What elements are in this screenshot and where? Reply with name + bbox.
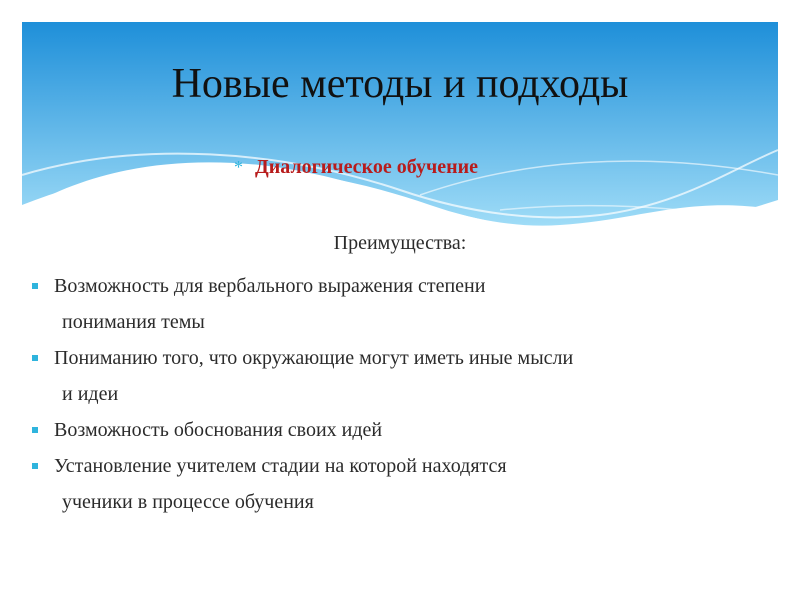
advantages-label: Преимущества: [333,232,467,254]
list-item-continuation: и идеи [62,383,119,405]
square-bullet-icon [32,355,38,361]
list-item-continuation: понимания темы [62,311,205,333]
sky-wave-background [0,0,800,260]
slide-title: Новые методы и подходы [171,61,629,107]
list-item [0,412,800,448]
list-item-continuation: ученики в процессе обучения [62,491,314,513]
asterisk-bullet-icon: * [234,157,243,177]
slide-subtitle: Диалогическое обучение [255,156,479,178]
list-item-line: Возможность для вербального выражения степени [54,275,486,297]
list-item [0,448,800,520]
list-item [0,340,800,412]
square-bullet-icon [32,463,38,469]
square-bullet-icon [32,283,38,289]
square-bullet-icon [32,427,38,433]
list-item-line: Установление учителем стадии на которой находятся [54,455,507,477]
list-item-line: Пониманию того, что окружающие могут иметь иные мысли [54,347,574,369]
list-item [0,268,800,340]
advantages-list [0,268,800,520]
subtitle-row [234,156,478,179]
list-item-line: Возможность обоснования своих идей [54,419,383,441]
